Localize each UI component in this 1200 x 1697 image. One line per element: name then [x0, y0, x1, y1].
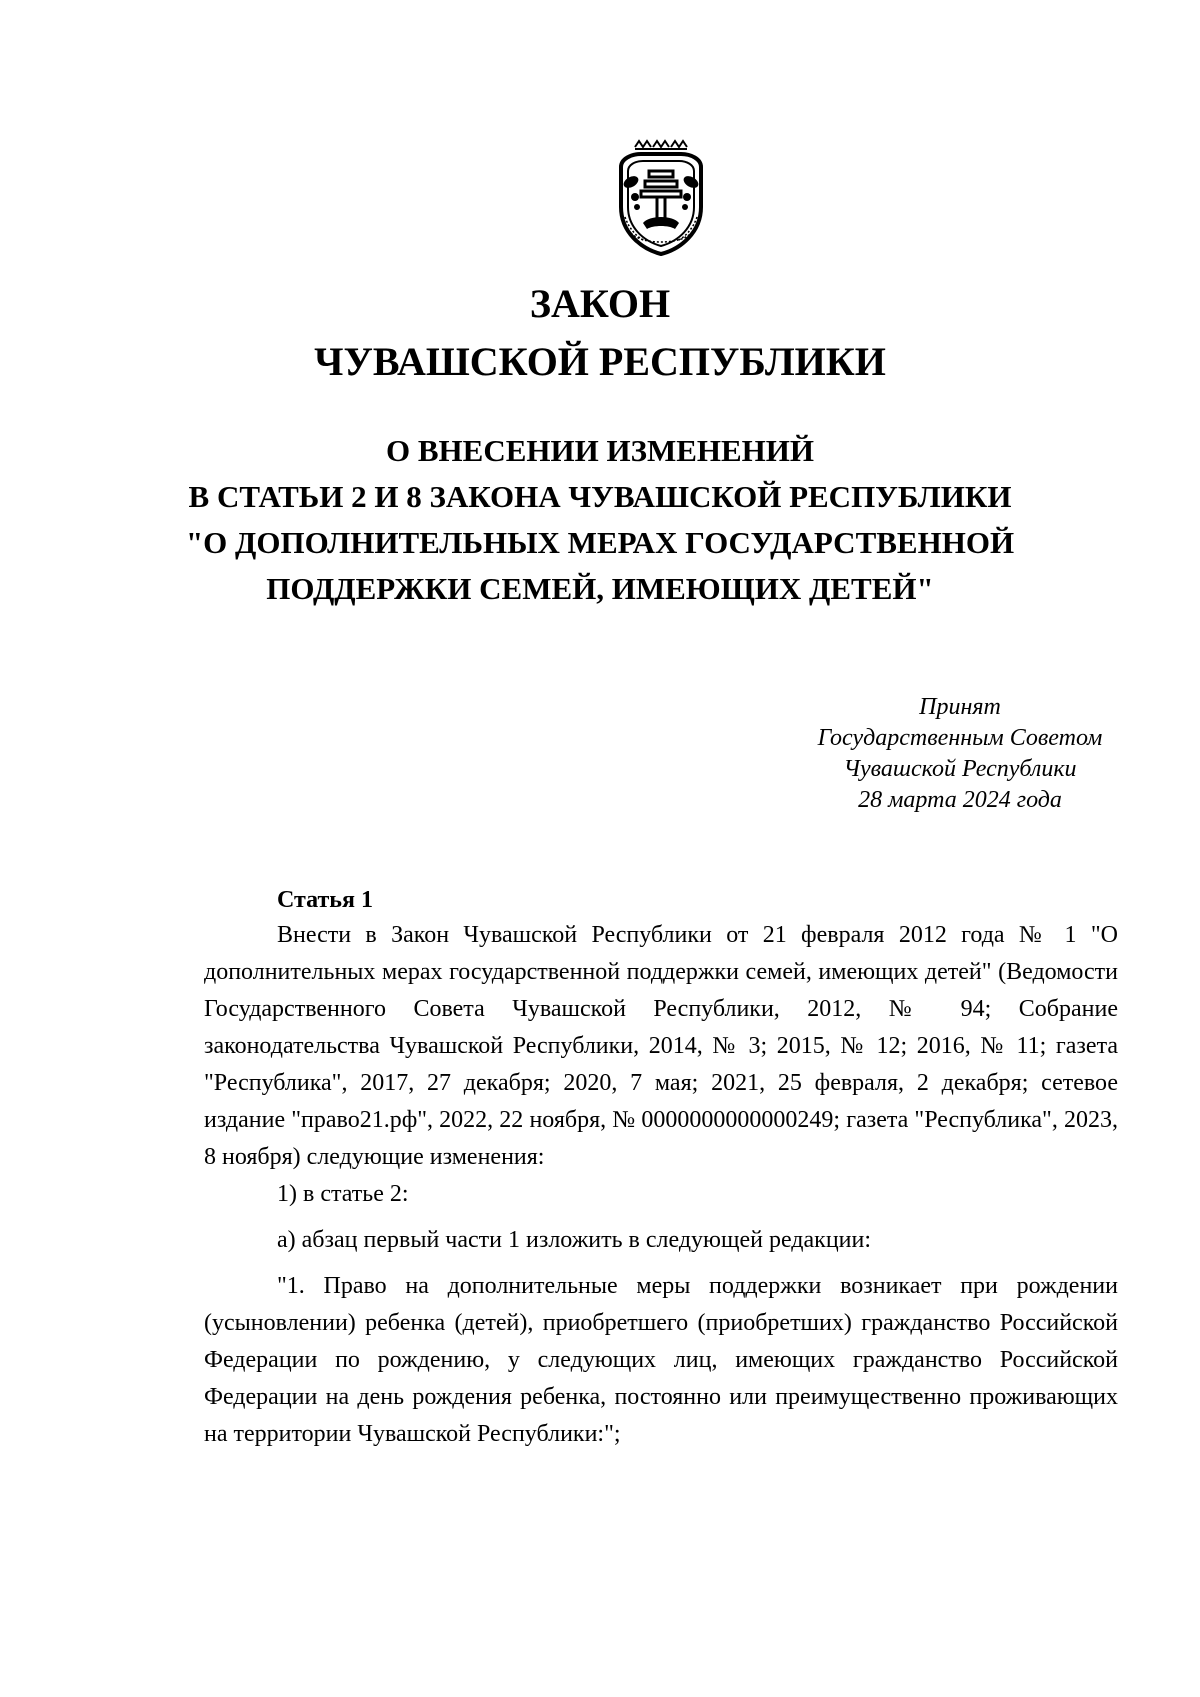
paragraph-amendment-intro: Внести в Закон Чувашской Республики от 21 февраля 2012 года № 1 "О дополнительных мерах государственной поддержки семей, имеющих детей" (Ведомости Государственного Совета Чувашской Республики, 2012, № 94; Собрание законодательства Чувашской Республики, 2014, № 3; 2015, № 12; 2016, № 11; газета "Республика", 2017, 27 декабря; 2020, 7 мая; 2021, 25 февраля, 2 декабря; сетевое издание "право21.рф", 2022, 22 ноября, № 0000000000000249; газета "Республика", 2023, 8 ноября) следующие изменения:: [204, 922, 1118, 1170]
law-title: [0, 275, 1200, 391]
title-line-republic: ЧУВАШСКОЙ РЕСПУБЛИКИ: [314, 339, 886, 384]
tree-of-life-icon: [641, 171, 681, 219]
adoption-line-2: Государственным Советом: [817, 725, 1103, 751]
paragraph-item-1: 1) в статье 2:: [277, 1181, 409, 1207]
adoption-date: 28 марта 2024 года: [858, 787, 1062, 813]
adoption-line-1: Принят: [919, 694, 1001, 720]
subject-line-3: "О ДОПОЛНИТЕЛЬНЫХ МЕРАХ ГОСУДАРСТВЕННОЙ: [185, 525, 1015, 560]
subject-line-4: ПОДДЕРЖКИ СЕМЕЙ, ИМЕЮЩИХ ДЕТЕЙ": [266, 571, 934, 606]
law-subject: [0, 428, 1200, 612]
coat-of-arms-emblem: [601, 137, 721, 257]
adoption-line-3: Чувашской Республики: [843, 756, 1077, 782]
subject-line-2: В СТАТЬИ 2 И 8 ЗАКОНА ЧУВАШСКОЙ РЕСПУБЛИКИ: [188, 479, 1012, 514]
subject-line-1: О ВНЕСЕНИИ ИЗМЕНЕНИЙ: [385, 433, 815, 468]
article-heading: Статья 1: [277, 887, 373, 913]
adoption-note: [790, 692, 1130, 816]
article-body: [204, 917, 1118, 1462]
crown-icons: [635, 141, 687, 149]
paragraph-subitem-a: а) абзац первый части 1 изложить в следующей редакции:: [277, 1227, 872, 1253]
paragraph-new-wording: "1. Право на дополнительные меры поддержки возникает при рождении (усыновлении) ребенка (детей), приобретшего (приобретших) гражданство Российской Федерации по рождению, у следующих лиц, имеющих гражданство Российской Федерации на день рождения ребенка, постоянно или преимущественно проживающих на территории Чувашской Республики:";: [204, 1273, 1118, 1447]
title-line-law: ЗАКОН: [529, 281, 671, 326]
shield-outline: [621, 154, 701, 254]
